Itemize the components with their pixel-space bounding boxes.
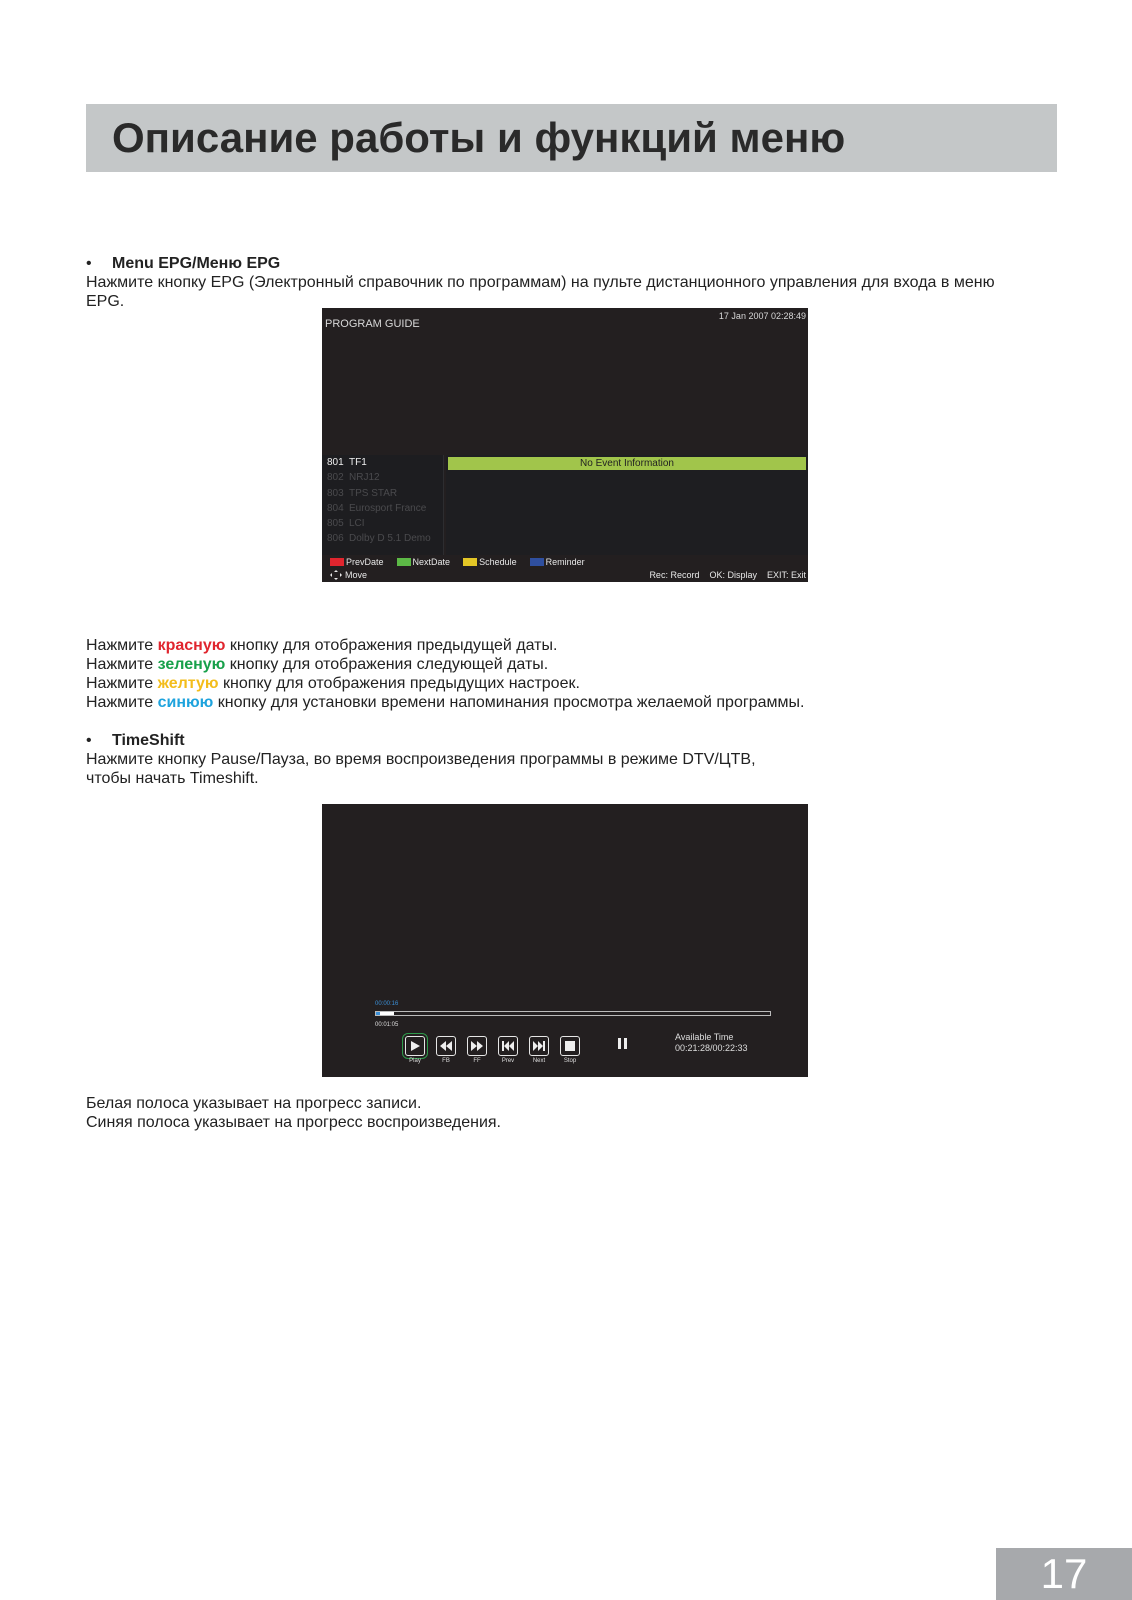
epg-legend [330, 556, 598, 568]
pause-indicator [618, 1036, 627, 1054]
ok-hint: OK: Display [709, 570, 757, 580]
epg-intro-line2: EPG. [86, 293, 125, 310]
play-time: 00:00:16 [375, 1001, 399, 1007]
red-key-icon [330, 558, 344, 566]
play-icon [409, 1040, 421, 1052]
prev-button[interactable] [498, 1036, 518, 1056]
yellow-key-line: Нажмите желтую кнопку для отображения предыдущих настроек. [86, 675, 580, 692]
available-time-value: 00:21:28/00:22:33 [675, 1043, 748, 1053]
skip-previous-icon [502, 1041, 514, 1051]
epg-heading: Menu EPG/Меню EPG [112, 255, 281, 272]
epg-section-text [86, 254, 1058, 311]
epg-title: PROGRAM GUIDE [325, 318, 420, 330]
stop-button[interactable] [560, 1036, 580, 1056]
channel-list [322, 455, 444, 555]
exit-hint: EXIT: Exit [766, 570, 806, 580]
legend-prevdate: PrevDate [330, 557, 384, 567]
epg-screen [322, 308, 808, 582]
timeshift-line2: чтобы начать Timeshift. [86, 770, 259, 787]
play-label: Play [409, 1058, 421, 1064]
legend-nextdate: NextDate [397, 557, 451, 567]
event-bar[interactable]: No Event Information [448, 457, 806, 470]
move-arrows-icon [330, 570, 342, 580]
stop-icon [565, 1041, 575, 1051]
blue-bar-note: Синяя полоса указывает на прогресс воспроизведения. [86, 1114, 501, 1131]
progress-track[interactable] [375, 1011, 771, 1016]
red-key-line: Нажмите красную кнопку для отображения предыдущей даты. [86, 637, 558, 654]
green-key-line: Нажмите зеленую кнопку для отображения следующей даты. [86, 656, 549, 673]
timeshift-section-text [86, 731, 1058, 788]
available-time [675, 1032, 748, 1054]
timeshift-heading-line [86, 731, 1058, 750]
channel-item[interactable]: 801 TF1 [327, 457, 367, 468]
fast-forward-icon [471, 1041, 483, 1051]
green-key-icon [397, 558, 411, 566]
channel-item[interactable]: 803 TPS STAR [327, 487, 398, 499]
channel-item[interactable]: 806 Dolby D 5.1 Demo [327, 533, 431, 545]
channel-item[interactable]: 802 NRJ12 [327, 472, 380, 484]
available-time-label: Available Time [675, 1032, 734, 1042]
fast-backward-button[interactable] [436, 1036, 456, 1056]
next-button[interactable] [529, 1036, 549, 1056]
fast-forward-button[interactable] [467, 1036, 487, 1056]
yellow-key-icon [463, 558, 477, 566]
record-time: 00:01:05 [375, 1022, 399, 1028]
stop-label: Stop [563, 1058, 577, 1064]
move-hint: Move [330, 570, 367, 580]
channel-item[interactable]: 805 LCI [327, 518, 365, 530]
rec-hint: Rec: Record [649, 570, 700, 580]
legend-schedule: Schedule [463, 557, 517, 567]
progress-notes [86, 1094, 1058, 1132]
epg-intro-line1: Нажмите кнопку EPG (Электронный справочник по программам) на пульте дистанционного управления для входа в меню [86, 274, 995, 291]
blue-key-icon [530, 558, 544, 566]
blue-key-line: Нажмите синюю кнопку для установки времени напоминания просмотра желаемой программы. [86, 694, 805, 711]
play-button[interactable] [405, 1036, 425, 1056]
white-bar-note: Белая полоса указывает на прогресс записи. [86, 1095, 422, 1112]
color-key-explanations [86, 636, 1058, 712]
bullet-icon: • [86, 732, 92, 749]
channel-item[interactable]: 804 Eurosport France [327, 502, 427, 514]
epg-hotkeys [639, 570, 806, 580]
timeshift-screen [322, 804, 808, 1077]
event-area [446, 455, 808, 555]
epg-datetime: 17 Jan 2007 02:28:49 [718, 311, 806, 321]
ff-label: FF [473, 1058, 481, 1064]
page-title: Описание работы и функций меню [112, 114, 846, 161]
legend-reminder: Reminder [530, 557, 585, 567]
fb-label: FB [442, 1058, 450, 1064]
pause-icon [618, 1038, 627, 1049]
prev-label: Prev [501, 1058, 515, 1064]
skip-next-icon [533, 1041, 545, 1051]
timeshift-line1: Нажмите кнопку Pause/Пауза, во время воспроизведения программы в режиме DTV/ЦТВ, [86, 751, 756, 768]
next-label: Next [532, 1058, 546, 1064]
playback-progress-bar [376, 1012, 380, 1015]
rewind-icon [440, 1041, 452, 1051]
bullet-icon: • [86, 255, 92, 272]
title-bar [86, 104, 1057, 172]
page-number: 17 [996, 1548, 1132, 1600]
epg-heading-line [86, 254, 1058, 273]
timeshift-heading: TimeShift [112, 732, 185, 749]
